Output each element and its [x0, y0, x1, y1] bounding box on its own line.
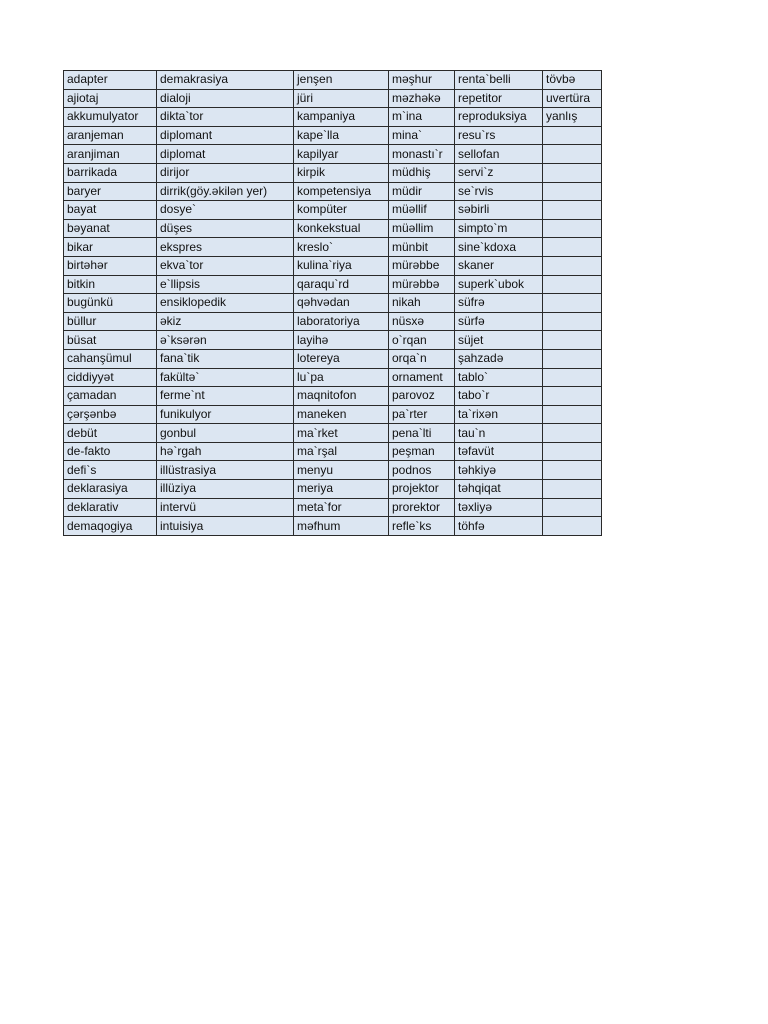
table-cell: superk`ubok	[455, 275, 543, 294]
table-cell: qaraqu`rd	[294, 275, 389, 294]
table-cell: uvertüra	[543, 89, 602, 108]
table-cell: intuisiya	[157, 517, 294, 536]
table-cell: kapilyar	[294, 145, 389, 164]
table-cell: laboratoriya	[294, 312, 389, 331]
table-cell: lu`pa	[294, 368, 389, 387]
table-cell: meta`for	[294, 498, 389, 517]
table-cell: mina`	[389, 126, 455, 145]
table-cell	[543, 163, 602, 182]
table-row	[64, 442, 602, 461]
table-cell: ajiotaj	[64, 89, 157, 108]
table-cell: bayat	[64, 201, 157, 220]
table-row	[64, 517, 602, 536]
table-cell: müdhiş	[389, 163, 455, 182]
table-cell	[543, 517, 602, 536]
table-cell	[543, 275, 602, 294]
table-row	[64, 256, 602, 275]
table-row	[64, 201, 602, 220]
table-cell: lotereya	[294, 349, 389, 368]
table-cell: tau`n	[455, 424, 543, 443]
table-cell: kirpik	[294, 163, 389, 182]
table-row	[64, 182, 602, 201]
table-cell: refle`ks	[389, 517, 455, 536]
table-row	[64, 387, 602, 406]
table-cell: şahzadə	[455, 349, 543, 368]
table-cell: intervü	[157, 498, 294, 517]
table-cell: servi`z	[455, 163, 543, 182]
table-cell: baryer	[64, 182, 157, 201]
table-cell: gonbul	[157, 424, 294, 443]
table-cell: ma`rşal	[294, 442, 389, 461]
word-table-body	[64, 71, 602, 536]
table-cell: jenşen	[294, 71, 389, 90]
table-row	[64, 312, 602, 331]
table-cell: m`ina	[389, 108, 455, 127]
table-row	[64, 405, 602, 424]
table-cell: ferme`nt	[157, 387, 294, 406]
table-cell: ensiklopedik	[157, 294, 294, 313]
table-cell: səbirli	[455, 201, 543, 220]
table-cell: aranjiman	[64, 145, 157, 164]
table-cell: diplomant	[157, 126, 294, 145]
table-cell: kompüter	[294, 201, 389, 220]
table-cell: sürfə	[455, 312, 543, 331]
table-cell: çərşənbə	[64, 405, 157, 424]
table-cell: deklarasiya	[64, 480, 157, 499]
table-cell	[543, 238, 602, 257]
table-cell: sellofan	[455, 145, 543, 164]
table-row	[64, 219, 602, 238]
table-row	[64, 368, 602, 387]
table-cell	[543, 256, 602, 275]
table-cell: parovoz	[389, 387, 455, 406]
table-cell: konkekstual	[294, 219, 389, 238]
table-cell: tövbə	[543, 71, 602, 90]
table-cell: barrikada	[64, 163, 157, 182]
table-cell: illüziya	[157, 480, 294, 499]
table-cell: töhfə	[455, 517, 543, 536]
table-cell: mürəbbe	[389, 256, 455, 275]
table-cell: ə`ksərən	[157, 331, 294, 350]
table-cell: pena`lti	[389, 424, 455, 443]
table-cell: skaner	[455, 256, 543, 275]
table-cell: əkiz	[157, 312, 294, 331]
table-cell: renta`belli	[455, 71, 543, 90]
table-cell: maneken	[294, 405, 389, 424]
table-row	[64, 145, 602, 164]
table-cell: sine`kdoxa	[455, 238, 543, 257]
table-row	[64, 71, 602, 90]
table-row	[64, 498, 602, 517]
table-cell: o`rqan	[389, 331, 455, 350]
table-cell: meriya	[294, 480, 389, 499]
table-cell	[543, 219, 602, 238]
table-row	[64, 331, 602, 350]
table-cell: təhkiyə	[455, 461, 543, 480]
table-cell: adapter	[64, 71, 157, 90]
table-cell: hə`rgah	[157, 442, 294, 461]
table-cell: debüt	[64, 424, 157, 443]
table-cell: e`llipsis	[157, 275, 294, 294]
table-cell	[543, 442, 602, 461]
table-cell: ciddiyyət	[64, 368, 157, 387]
table-cell: prorektor	[389, 498, 455, 517]
table-cell: büllur	[64, 312, 157, 331]
table-row	[64, 424, 602, 443]
table-cell: jüri	[294, 89, 389, 108]
table-cell: orqa`n	[389, 349, 455, 368]
table-cell	[543, 331, 602, 350]
table-cell: funikulyor	[157, 405, 294, 424]
table-cell	[543, 480, 602, 499]
table-cell: simpto`m	[455, 219, 543, 238]
table-cell: müəllif	[389, 201, 455, 220]
table-row	[64, 349, 602, 368]
table-cell	[543, 461, 602, 480]
table-cell	[543, 182, 602, 201]
table-cell: de-fakto	[64, 442, 157, 461]
table-cell: qəhvədan	[294, 294, 389, 313]
table-cell: monastı`r	[389, 145, 455, 164]
table-cell: dialoji	[157, 89, 294, 108]
table-cell: birtəhər	[64, 256, 157, 275]
table-cell	[543, 312, 602, 331]
table-cell: süfrə	[455, 294, 543, 313]
table-row	[64, 238, 602, 257]
table-cell: dirrik(göy.əkilən yer)	[157, 182, 294, 201]
table-cell	[543, 424, 602, 443]
table-cell: bugünkü	[64, 294, 157, 313]
table-row	[64, 126, 602, 145]
table-cell: deklarativ	[64, 498, 157, 517]
table-cell: ekspres	[157, 238, 294, 257]
table-cell: ornament	[389, 368, 455, 387]
table-cell: ma`rket	[294, 424, 389, 443]
table-row	[64, 480, 602, 499]
table-cell: demaqogiya	[64, 517, 157, 536]
table-cell: aranjeman	[64, 126, 157, 145]
table-cell: nüsxə	[389, 312, 455, 331]
table-cell	[543, 387, 602, 406]
table-cell: kreslo`	[294, 238, 389, 257]
table-cell	[543, 349, 602, 368]
table-cell: yanlış	[543, 108, 602, 127]
table-cell: diplomat	[157, 145, 294, 164]
table-cell	[543, 201, 602, 220]
table-cell: fana`tik	[157, 349, 294, 368]
table-cell: projektor	[389, 480, 455, 499]
table-cell: bəyanat	[64, 219, 157, 238]
table-cell: pa`rter	[389, 405, 455, 424]
table-cell: defi`s	[64, 461, 157, 480]
table-cell: maqnitofon	[294, 387, 389, 406]
table-cell: cahanşümul	[64, 349, 157, 368]
table-row	[64, 294, 602, 313]
table-cell: təfavüt	[455, 442, 543, 461]
table-cell: podnos	[389, 461, 455, 480]
table-cell: akkumulyator	[64, 108, 157, 127]
table-cell: kulina`riya	[294, 256, 389, 275]
table-cell: düşes	[157, 219, 294, 238]
table-cell	[543, 145, 602, 164]
table-cell	[543, 126, 602, 145]
table-cell: kompetensiya	[294, 182, 389, 201]
table-cell: çamadan	[64, 387, 157, 406]
table-cell: resu`rs	[455, 126, 543, 145]
table-cell	[543, 498, 602, 517]
table-cell: peşman	[389, 442, 455, 461]
table-cell: dirijor	[157, 163, 294, 182]
table-cell: demakrasiya	[157, 71, 294, 90]
table-cell: kampaniya	[294, 108, 389, 127]
table-cell: büsat	[64, 331, 157, 350]
table-cell: süjet	[455, 331, 543, 350]
table-cell: repetitor	[455, 89, 543, 108]
table-cell: nikah	[389, 294, 455, 313]
table-cell: təhqiqat	[455, 480, 543, 499]
table-cell: ta`rixən	[455, 405, 543, 424]
table-cell: məşhur	[389, 71, 455, 90]
word-table	[63, 70, 602, 536]
table-row	[64, 89, 602, 108]
table-row	[64, 163, 602, 182]
table-cell: məzhəkə	[389, 89, 455, 108]
table-cell: münbit	[389, 238, 455, 257]
table-cell: bikar	[64, 238, 157, 257]
table-cell: müəllim	[389, 219, 455, 238]
table-cell: tablo`	[455, 368, 543, 387]
table-cell: layihə	[294, 331, 389, 350]
table-cell: kape`lla	[294, 126, 389, 145]
table-cell: müdir	[389, 182, 455, 201]
table-cell	[543, 294, 602, 313]
table-cell: illüstrasiya	[157, 461, 294, 480]
table-cell: bitkin	[64, 275, 157, 294]
table-cell: dosye`	[157, 201, 294, 220]
table-row	[64, 461, 602, 480]
table-cell: ekva`tor	[157, 256, 294, 275]
table-cell	[543, 405, 602, 424]
table-cell: menyu	[294, 461, 389, 480]
table-row	[64, 108, 602, 127]
table-row	[64, 275, 602, 294]
table-cell: tabo`r	[455, 387, 543, 406]
table-cell: mürəbbə	[389, 275, 455, 294]
table-cell: fakültə`	[157, 368, 294, 387]
table-cell: se`rvis	[455, 182, 543, 201]
table-cell: dikta`tor	[157, 108, 294, 127]
table-cell	[543, 368, 602, 387]
table-cell: reproduksiya	[455, 108, 543, 127]
table-cell: təxliyə	[455, 498, 543, 517]
table-cell: məfhum	[294, 517, 389, 536]
